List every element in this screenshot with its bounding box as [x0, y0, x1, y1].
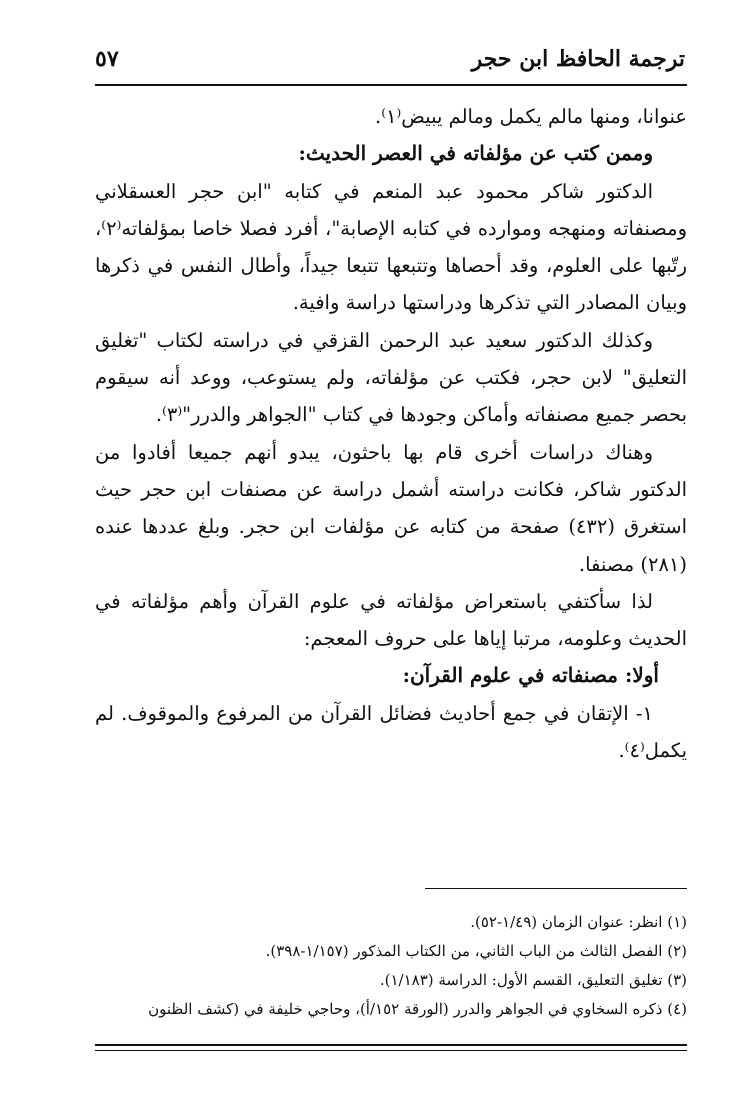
list-item-itqan: ١- الإتقان في جمع أحاديث فضائل القرآن من المرفوع والموقوف. لم يكمل⁽٤⁾.	[95, 701, 687, 763]
footnote-4: (٤) ذكره السخاوي في الجواهر والدرر (الورقة ١٥٢/أ)، وحاجي خليفة في (كشف الظنون	[148, 1000, 687, 1018]
bottom-double-rule	[95, 1044, 687, 1051]
section-heading-quran-works: أولا: مصنفاته في علوم القرآن:	[402, 663, 659, 688]
footnotes	[95, 908, 687, 1024]
footnote-1: (١) انظر: عنوان الزمان (١/٤٩-٥٢).	[470, 913, 687, 931]
main-text	[95, 98, 687, 769]
footnote-2: (٢) الفصل الثالث من الباب الثاني، من الكتاب المذكور (١/١٥٧-٣٩٨).	[265, 942, 687, 960]
page-number: ٥٧	[95, 46, 119, 72]
page-header	[95, 42, 685, 82]
paragraph-method: لذا سأكتفي باستعراض مؤلفاته في علوم القرآن وأهم مؤلفاته في الحديث وعلومه، مرتبا إياها على حروف المعجم:	[95, 589, 687, 651]
paragraph-other-studies: وهناك دراسات أخرى قام بها باحثون، يبدو أنهم جميعا أفادوا من الدكتور شاكر، فكانت دراسته أشمل دراسة عن مصنفات ابن حجر حيث استغرق (٤٣٢) صفحة من كتابه عن مؤلفات ابن حجر. وبلغ عددها عنده (٢٨١) مصنفا.	[95, 440, 687, 576]
header-rule	[95, 84, 687, 86]
footnote-separator	[425, 888, 687, 889]
paragraph-qazqi: وكذلك الدكتور سعيد عبد الرحمن القزقي في دراسته لكتاب "تغليق التعليق" لابن حجر، فكتب عن مؤلفاته، ولم يستوعب، ووعد أنه سيقوم بحصر جميع مصنفاته وأماكن وجودها في كتاب "الجواهر والدرر"⁽٣⁾.	[95, 328, 687, 427]
section-heading-modern-works: وممن كتب عن مؤلفاته في العصر الحديث:	[298, 141, 653, 166]
paragraph-continuation: عنوانا، ومنها مالم يكمل ومالم يبيض⁽١⁾.	[375, 105, 687, 128]
footnote-3: (٣) تغليق التعليق، القسم الأول: الدراسة (١/١٨٣).	[379, 971, 687, 989]
paragraph-shaker: الدكتور شاكر محمود عبد المنعم في كتابه "ابن حجر العسقلاني ومصنفاته ومنهجه وموارده في كتابه الإصابة"، أفرد فصلا خاصا بمؤلفاته⁽٢⁾، رتّبها على العلوم، وقد أحصاها وتتبعها تتبعا جيداً، وأطال النفس في ذكرها وبيان المصادر التي تذكرها ودراستها دراسة وافية.	[95, 179, 687, 315]
running-title: ترجمة الحافظ ابن حجر	[471, 46, 685, 72]
